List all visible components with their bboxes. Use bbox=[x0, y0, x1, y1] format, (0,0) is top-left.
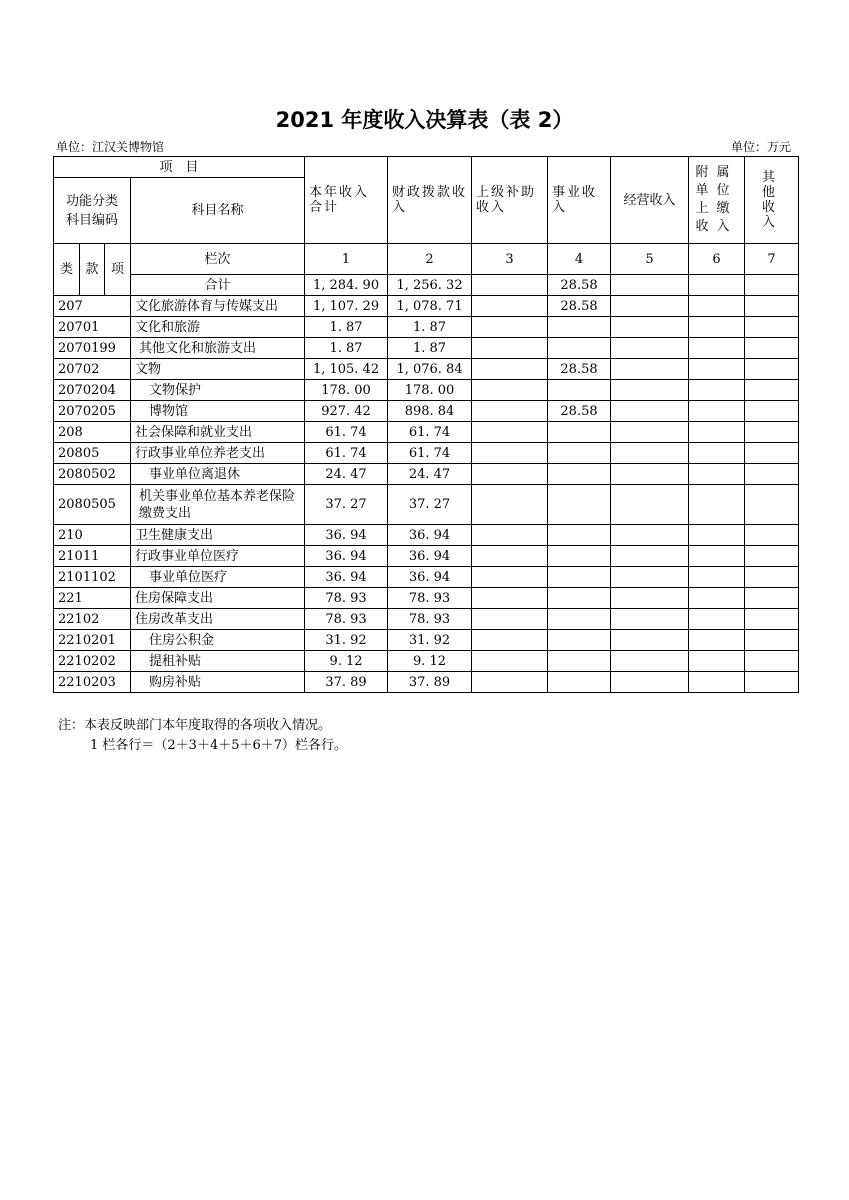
row-c6 bbox=[689, 588, 745, 609]
row-c1: 1. 87 bbox=[305, 317, 388, 338]
total-c5 bbox=[611, 275, 689, 296]
row-c4: 28.58 bbox=[548, 359, 611, 380]
row-c2: 1, 076. 84 bbox=[388, 359, 472, 380]
row-code: 2070199 bbox=[54, 338, 131, 359]
row-code: 20702 bbox=[54, 359, 131, 380]
table-row bbox=[54, 338, 799, 359]
row-c1: 36. 94 bbox=[305, 567, 388, 588]
row-c3 bbox=[472, 443, 548, 464]
row-c2: 1. 87 bbox=[388, 317, 472, 338]
row-subject-name: 文化和旅游 bbox=[131, 317, 305, 338]
row-c4 bbox=[548, 464, 611, 485]
col-num-4: 4 bbox=[548, 244, 611, 275]
row-subject-name: 其他文化和旅游支出 bbox=[131, 338, 305, 359]
row-c7 bbox=[745, 464, 799, 485]
row-c1: 24. 47 bbox=[305, 464, 388, 485]
row-c2: 1, 078. 71 bbox=[388, 296, 472, 317]
total-c7 bbox=[745, 275, 799, 296]
row-c5 bbox=[611, 672, 689, 693]
header-lanci: 栏次 bbox=[131, 244, 305, 275]
row-c6 bbox=[689, 296, 745, 317]
header-col-5: 经营收入 bbox=[611, 157, 689, 244]
row-c3 bbox=[472, 651, 548, 672]
row-c4 bbox=[548, 380, 611, 401]
col-num-6: 6 bbox=[689, 244, 745, 275]
row-c1: 31. 92 bbox=[305, 630, 388, 651]
row-subject-name: 机关事业单位基本养老保险缴费支出 bbox=[131, 485, 305, 525]
row-c2: 36. 94 bbox=[388, 525, 472, 546]
page-title: 2021 年度收入决算表（表 2） bbox=[275, 108, 574, 132]
row-c7 bbox=[745, 401, 799, 422]
row-c4 bbox=[548, 443, 611, 464]
row-c5 bbox=[611, 359, 689, 380]
col-num-2: 2 bbox=[388, 244, 472, 275]
header-project: 项 目 bbox=[54, 157, 305, 178]
row-code: 2070204 bbox=[54, 380, 131, 401]
row-c4 bbox=[548, 567, 611, 588]
row-subject-name: 事业单位离退休 bbox=[131, 464, 305, 485]
row-c5 bbox=[611, 525, 689, 546]
row-c4 bbox=[548, 422, 611, 443]
table-row bbox=[54, 588, 799, 609]
col-num-5: 5 bbox=[611, 244, 689, 275]
row-c3 bbox=[472, 609, 548, 630]
row-c3 bbox=[472, 567, 548, 588]
row-c2: 31. 92 bbox=[388, 630, 472, 651]
header-func-code: 功能分类科目编码 bbox=[54, 178, 131, 244]
table-row bbox=[54, 485, 799, 525]
row-c2: 9. 12 bbox=[388, 651, 472, 672]
row-subject-name: 事业单位医疗 bbox=[131, 567, 305, 588]
row-subject-name: 卫生健康支出 bbox=[131, 525, 305, 546]
row-c6 bbox=[689, 359, 745, 380]
table-row bbox=[54, 567, 799, 588]
row-c3 bbox=[472, 546, 548, 567]
row-code: 2080502 bbox=[54, 464, 131, 485]
row-c6 bbox=[689, 485, 745, 525]
row-c5 bbox=[611, 630, 689, 651]
row-c1: 36. 94 bbox=[305, 546, 388, 567]
row-c5 bbox=[611, 380, 689, 401]
row-c2: 61. 74 bbox=[388, 422, 472, 443]
row-c1: 927. 42 bbox=[305, 401, 388, 422]
row-c3 bbox=[472, 359, 548, 380]
header-xiang: 项 bbox=[105, 244, 131, 296]
total-label: 合计 bbox=[131, 275, 305, 296]
row-c5 bbox=[611, 422, 689, 443]
row-c5 bbox=[611, 296, 689, 317]
table-row bbox=[54, 296, 799, 317]
row-c3 bbox=[472, 296, 548, 317]
row-c3 bbox=[472, 672, 548, 693]
table-row bbox=[54, 609, 799, 630]
row-c3 bbox=[472, 525, 548, 546]
header-lei: 类 bbox=[54, 244, 80, 296]
total-c2: 1, 256. 32 bbox=[388, 275, 472, 296]
row-c4 bbox=[548, 651, 611, 672]
row-code: 221 bbox=[54, 588, 131, 609]
row-c7 bbox=[745, 422, 799, 443]
col-num-7: 7 bbox=[745, 244, 799, 275]
row-code: 208 bbox=[54, 422, 131, 443]
row-c1: 61. 74 bbox=[305, 422, 388, 443]
row-code: 2210203 bbox=[54, 672, 131, 693]
row-c5 bbox=[611, 443, 689, 464]
row-c6 bbox=[689, 567, 745, 588]
table-row bbox=[54, 464, 799, 485]
row-c2: 78. 93 bbox=[388, 588, 472, 609]
row-c3 bbox=[472, 422, 548, 443]
table-row bbox=[54, 317, 799, 338]
row-c2: 37. 27 bbox=[388, 485, 472, 525]
table-row bbox=[54, 651, 799, 672]
row-c2: 24. 47 bbox=[388, 464, 472, 485]
row-subject-name: 行政事业单位养老支出 bbox=[131, 443, 305, 464]
row-c3 bbox=[472, 338, 548, 359]
row-c6 bbox=[689, 651, 745, 672]
row-c2: 61. 74 bbox=[388, 443, 472, 464]
table-row bbox=[54, 380, 799, 401]
table-row bbox=[54, 359, 799, 380]
row-c1: 61. 74 bbox=[305, 443, 388, 464]
row-c7 bbox=[745, 380, 799, 401]
table-row bbox=[54, 546, 799, 567]
row-c7 bbox=[745, 588, 799, 609]
row-c7 bbox=[745, 338, 799, 359]
row-c3 bbox=[472, 485, 548, 525]
header-kuan: 款 bbox=[80, 244, 105, 296]
row-c7 bbox=[745, 630, 799, 651]
row-c4: 28.58 bbox=[548, 296, 611, 317]
row-c6 bbox=[689, 464, 745, 485]
row-subject-name: 住房保障支出 bbox=[131, 588, 305, 609]
unit-organization: 单位：江汉关博物馆 bbox=[56, 140, 165, 154]
row-c1: 178. 00 bbox=[305, 380, 388, 401]
row-c1: 36. 94 bbox=[305, 525, 388, 546]
row-c1: 37. 27 bbox=[305, 485, 388, 525]
row-c5 bbox=[611, 567, 689, 588]
row-c2: 36. 94 bbox=[388, 567, 472, 588]
income-table bbox=[53, 156, 799, 693]
row-c6 bbox=[689, 422, 745, 443]
row-c4 bbox=[548, 672, 611, 693]
row-subject-name: 文化旅游体育与传媒支出 bbox=[131, 296, 305, 317]
row-c6 bbox=[689, 338, 745, 359]
row-c3 bbox=[472, 380, 548, 401]
row-c6 bbox=[689, 380, 745, 401]
row-subject-name: 文物保护 bbox=[131, 380, 305, 401]
row-code: 2070205 bbox=[54, 401, 131, 422]
row-c4 bbox=[548, 338, 611, 359]
total-c6 bbox=[689, 275, 745, 296]
row-code: 2080505 bbox=[54, 485, 131, 525]
row-c5 bbox=[611, 464, 689, 485]
row-c3 bbox=[472, 317, 548, 338]
row-c3 bbox=[472, 401, 548, 422]
row-c7 bbox=[745, 443, 799, 464]
row-c3 bbox=[472, 588, 548, 609]
row-subject-name: 文物 bbox=[131, 359, 305, 380]
row-c6 bbox=[689, 672, 745, 693]
row-subject-name: 住房公积金 bbox=[131, 630, 305, 651]
row-c5 bbox=[611, 401, 689, 422]
row-code: 207 bbox=[54, 296, 131, 317]
total-c4: 28.58 bbox=[548, 275, 611, 296]
notes bbox=[58, 716, 347, 756]
row-c2: 1. 87 bbox=[388, 338, 472, 359]
row-c6 bbox=[689, 630, 745, 651]
row-c6 bbox=[689, 525, 745, 546]
row-c4 bbox=[548, 525, 611, 546]
row-c7 bbox=[745, 359, 799, 380]
row-c7 bbox=[745, 296, 799, 317]
row-c7 bbox=[745, 485, 799, 525]
header-col-7: 其他收入 bbox=[745, 157, 799, 244]
table-row bbox=[54, 422, 799, 443]
row-c7 bbox=[745, 317, 799, 338]
table-row bbox=[54, 525, 799, 546]
row-code: 20805 bbox=[54, 443, 131, 464]
row-code: 2210201 bbox=[54, 630, 131, 651]
row-c3 bbox=[472, 630, 548, 651]
row-c4 bbox=[548, 630, 611, 651]
unit-currency: 单位：万元 bbox=[730, 140, 791, 154]
row-c4 bbox=[548, 609, 611, 630]
header-col-4: 事业收入 bbox=[548, 157, 611, 244]
note-line-2: 1 栏各行＝（2＋3＋4＋5＋6＋7）栏各行。 bbox=[90, 738, 348, 753]
row-c6 bbox=[689, 546, 745, 567]
row-c2: 898. 84 bbox=[388, 401, 472, 422]
note-line-1: 注：本表反映部门本年度取得的各项收入情况。 bbox=[58, 718, 332, 733]
header-col-1: 本年收入合计 bbox=[305, 157, 388, 244]
row-c4 bbox=[548, 546, 611, 567]
header-col-3: 上级补助收入 bbox=[472, 157, 548, 244]
row-code: 21011 bbox=[54, 546, 131, 567]
col-num-1: 1 bbox=[305, 244, 388, 275]
row-c4 bbox=[548, 588, 611, 609]
col-num-3: 3 bbox=[472, 244, 548, 275]
row-c7 bbox=[745, 672, 799, 693]
row-c6 bbox=[689, 401, 745, 422]
row-code: 22102 bbox=[54, 609, 131, 630]
row-c4 bbox=[548, 317, 611, 338]
row-c5 bbox=[611, 485, 689, 525]
row-c2: 36. 94 bbox=[388, 546, 472, 567]
row-subject-name: 购房补贴 bbox=[131, 672, 305, 693]
row-c7 bbox=[745, 525, 799, 546]
table-row bbox=[54, 443, 799, 464]
row-c5 bbox=[611, 317, 689, 338]
row-c2: 37. 89 bbox=[388, 672, 472, 693]
row-code: 210 bbox=[54, 525, 131, 546]
row-subject-name: 社会保障和就业支出 bbox=[131, 422, 305, 443]
header-subject-name: 科目名称 bbox=[131, 178, 305, 244]
row-c7 bbox=[745, 651, 799, 672]
row-subject-name: 住房改革支出 bbox=[131, 609, 305, 630]
total-c1: 1, 284. 90 bbox=[305, 275, 388, 296]
row-c1: 78. 93 bbox=[305, 609, 388, 630]
row-c2: 178. 00 bbox=[388, 380, 472, 401]
row-c7 bbox=[745, 609, 799, 630]
row-subject-name: 行政事业单位医疗 bbox=[131, 546, 305, 567]
row-c7 bbox=[745, 567, 799, 588]
table-row bbox=[54, 401, 799, 422]
row-c5 bbox=[611, 651, 689, 672]
row-code: 2101102 bbox=[54, 567, 131, 588]
row-subject-name: 提租补贴 bbox=[131, 651, 305, 672]
row-c1: 9. 12 bbox=[305, 651, 388, 672]
row-c1: 1, 107. 29 bbox=[305, 296, 388, 317]
row-c6 bbox=[689, 317, 745, 338]
row-c1: 1. 87 bbox=[305, 338, 388, 359]
row-c3 bbox=[472, 464, 548, 485]
row-c1: 37. 89 bbox=[305, 672, 388, 693]
header-col-6: 附属单位上缴收入 bbox=[689, 157, 745, 244]
header-col-2: 财政拨款收入 bbox=[388, 157, 472, 244]
row-c1: 78. 93 bbox=[305, 588, 388, 609]
row-c2: 78. 93 bbox=[388, 609, 472, 630]
row-c5 bbox=[611, 588, 689, 609]
row-c4 bbox=[548, 485, 611, 525]
table-row bbox=[54, 630, 799, 651]
row-c1: 1, 105. 42 bbox=[305, 359, 388, 380]
row-c6 bbox=[689, 443, 745, 464]
row-subject-name: 博物馆 bbox=[131, 401, 305, 422]
row-code: 20701 bbox=[54, 317, 131, 338]
total-c3 bbox=[472, 275, 548, 296]
row-c4: 28.58 bbox=[548, 401, 611, 422]
row-code: 2210202 bbox=[54, 651, 131, 672]
row-c5 bbox=[611, 609, 689, 630]
row-c5 bbox=[611, 338, 689, 359]
row-c6 bbox=[689, 609, 745, 630]
table-row bbox=[54, 672, 799, 693]
row-c5 bbox=[611, 546, 689, 567]
row-c7 bbox=[745, 546, 799, 567]
